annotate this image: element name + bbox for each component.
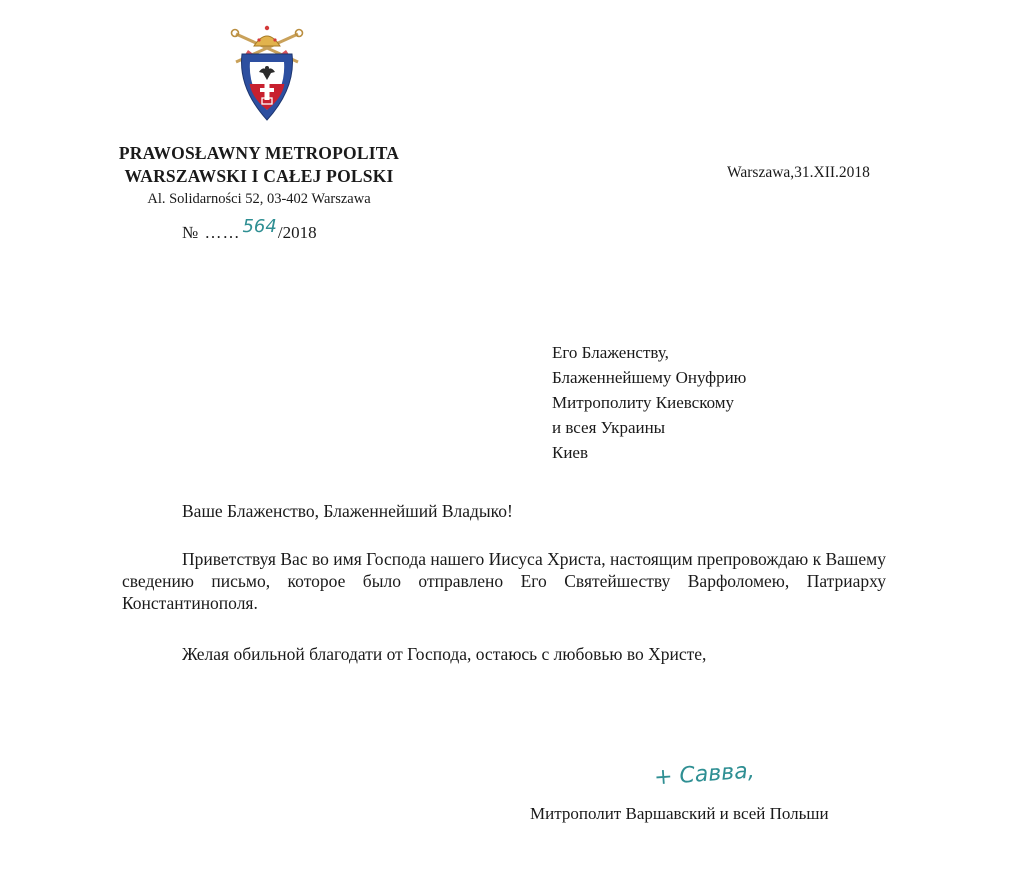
closing-line: Желая обильной благодати от Господа, остаюсь с любовью во Христе,	[182, 644, 707, 664]
addressee-block	[552, 340, 746, 465]
letterhead	[90, 142, 428, 209]
addressee-line: Блаженнейшему Онуфрию	[552, 368, 747, 387]
reference-suffix: /2018	[277, 223, 317, 242]
handwritten-signature: + Савва,	[653, 758, 756, 791]
letter-date: Warszawa,31.XII.2018	[727, 164, 870, 181]
letterhead-title-line2: WARSZAWSKI I CAŁEJ POLSKI	[124, 166, 394, 186]
reference-handwritten-number: 564	[242, 216, 277, 237]
salutation: Ваше Блаженство, Блаженнейший Владыко!	[182, 501, 513, 521]
signatory-title: Митрополит Варшавский и всей Польши	[530, 804, 829, 823]
addressee-line: Киев	[552, 443, 589, 462]
letterhead-address: Al. Solidarności 52, 03-402 Warszawa	[147, 191, 371, 207]
letterhead-title-line1: PRAWOSŁAWNY METROPOLITA	[118, 143, 400, 163]
reference-number	[182, 216, 317, 243]
reference-prefix: № ……	[182, 223, 241, 242]
addressee-line: Митрополиту Киевскому	[552, 393, 735, 412]
body-paragraph: Приветствуя Вас во имя Господа нашего Иисуса Христа, настоящим препровождаю к Вашему сведению письмо, которое было отправлено Его Святейшеству Варфоломею, Патриарху Константинополя.	[122, 549, 886, 613]
emblem-icon	[226, 24, 308, 124]
addressee-line: и всея Украины	[552, 418, 666, 437]
coat-of-arms-logo	[226, 24, 308, 124]
addressee-line: Его Блаженству,	[552, 343, 669, 362]
